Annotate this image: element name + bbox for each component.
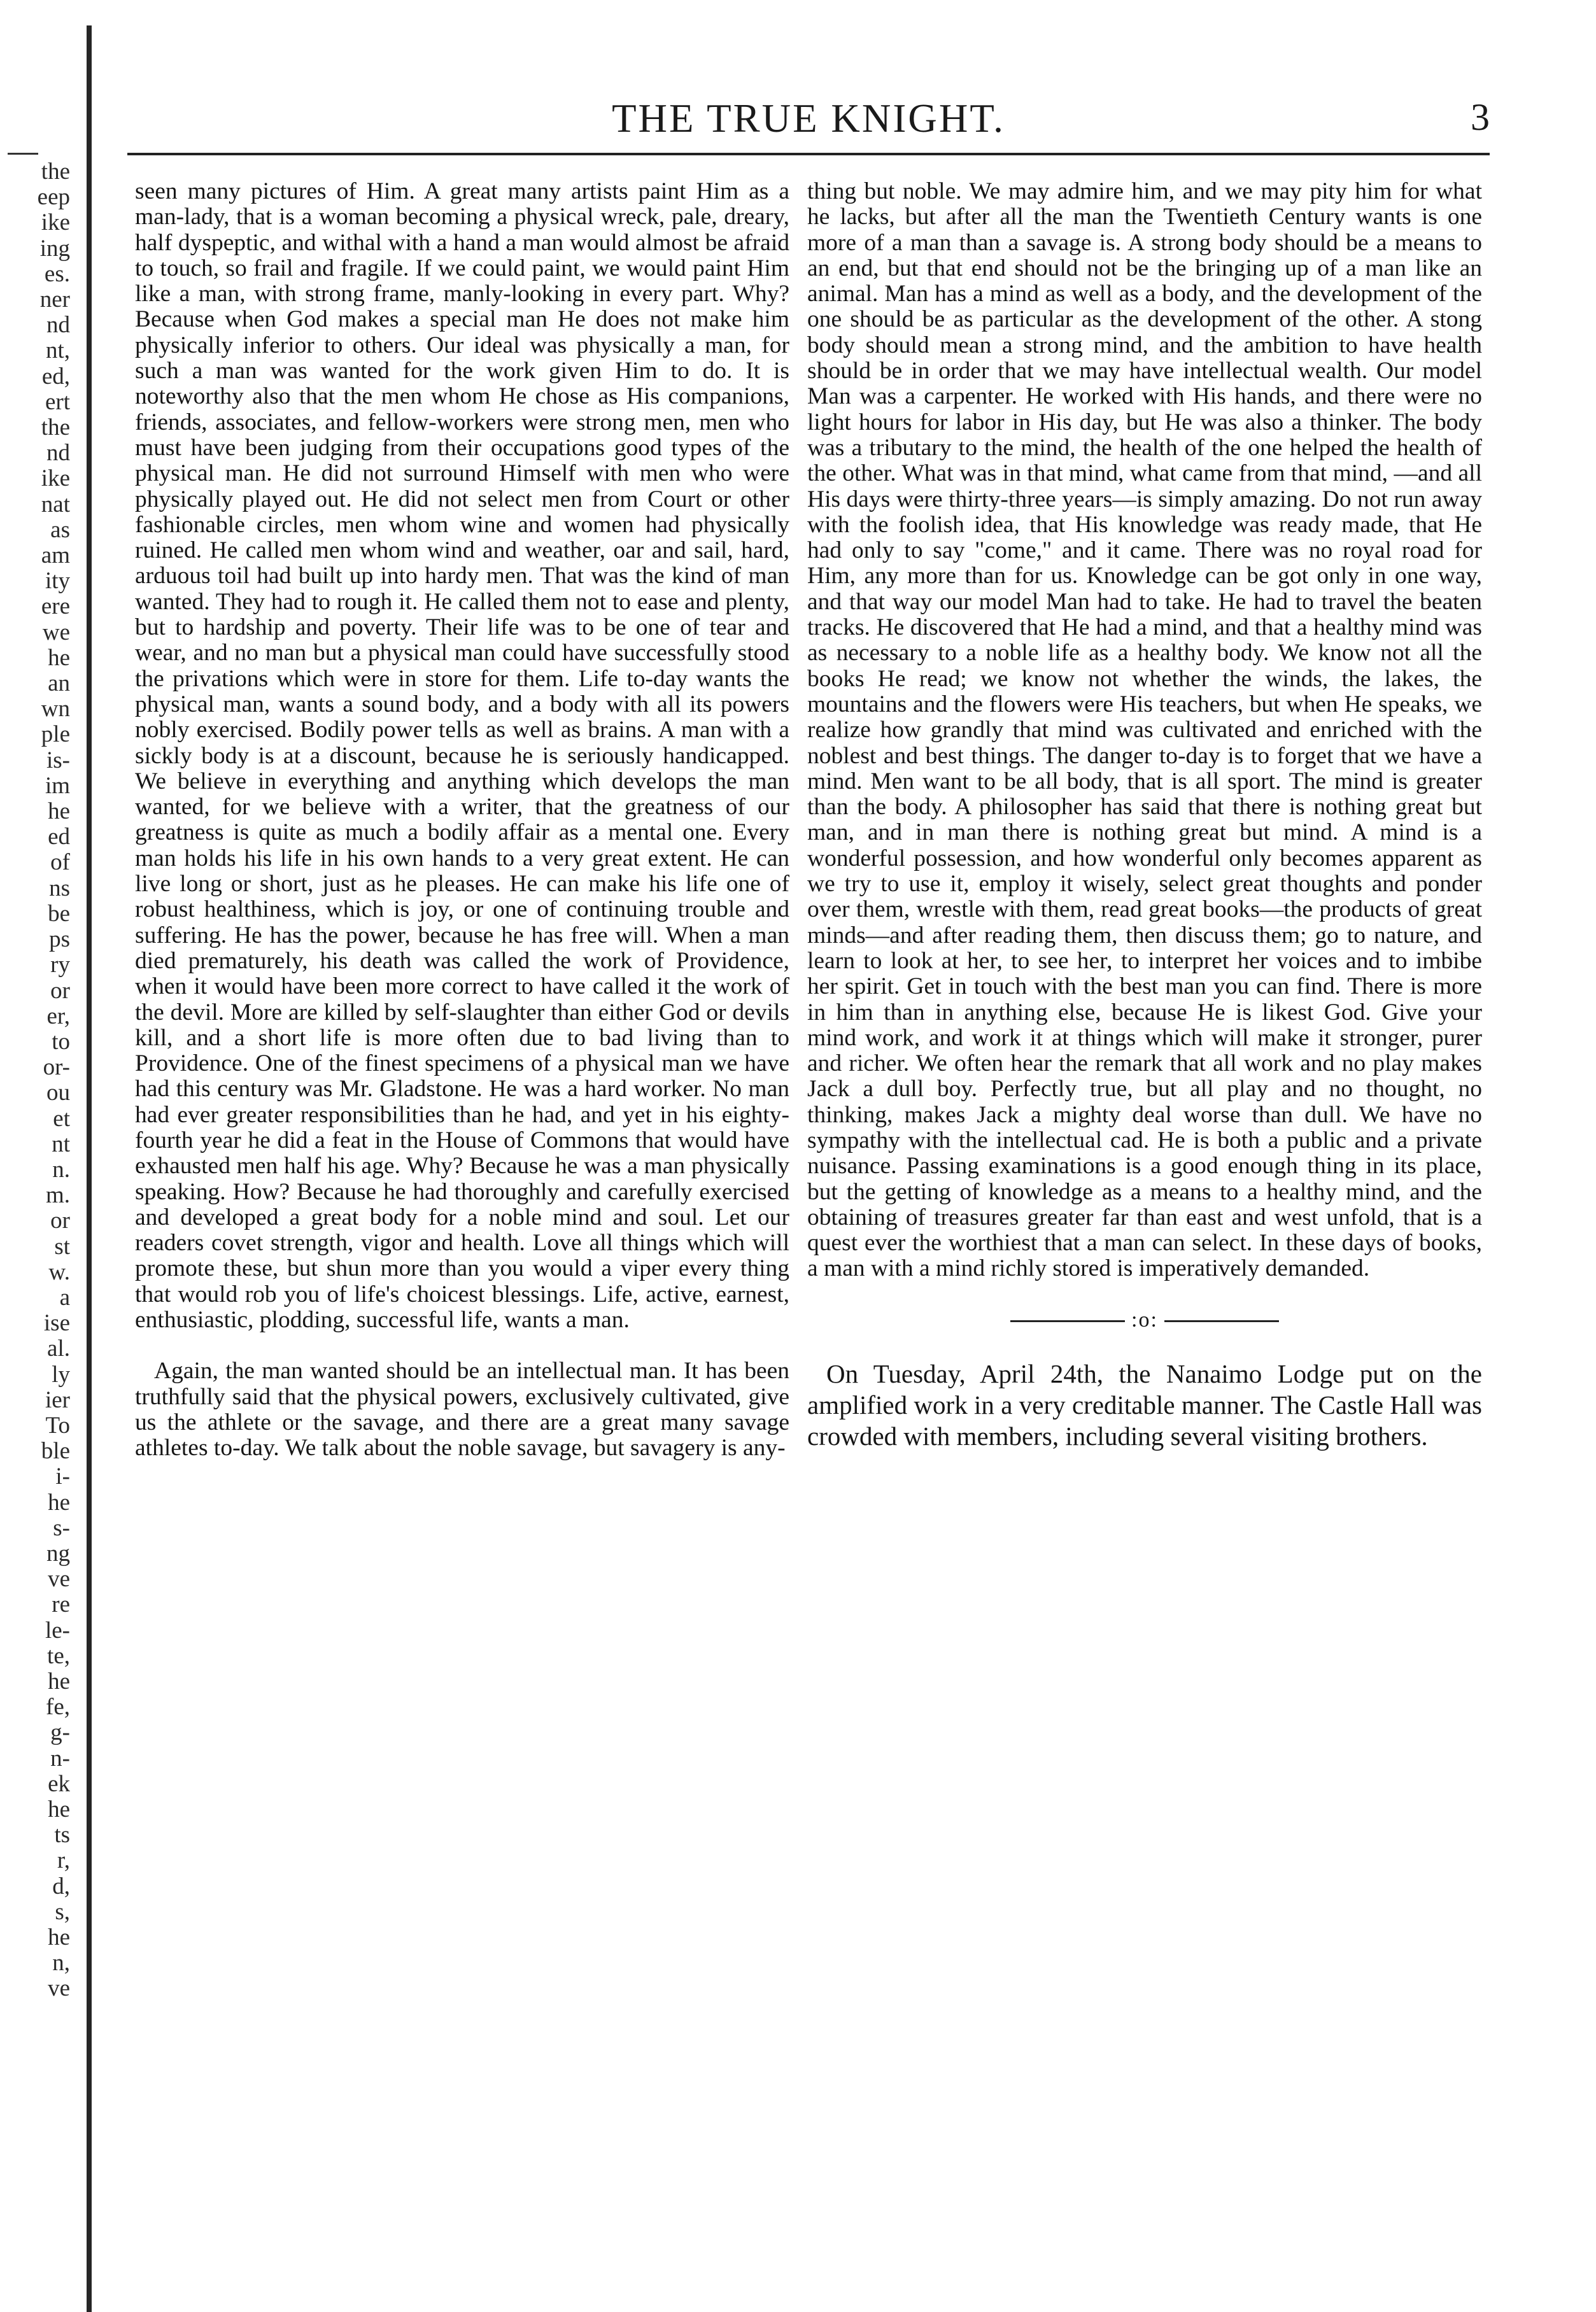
article-paragraph: Again, the man wanted should be an intellectual man. It has been truthfully said that the physical powers, exclusively cultivated, give us the athlete or the savage, and there are a great many savage athletes to-day. We talk about the noble savage, but savagery is any- <box>135 1358 789 1462</box>
margin-fragment: nt, <box>45 338 70 364</box>
section-separator <box>807 1308 1482 1333</box>
margin-fragment: ry <box>50 952 70 978</box>
margin-fragment: to <box>52 1029 70 1055</box>
margin-fragment: ps <box>49 927 70 953</box>
header-rule <box>127 153 1490 155</box>
facing-page-margin-fragments <box>0 159 70 2002</box>
margin-fragment: nd <box>46 313 70 339</box>
running-title: THE TRUE KNIGHT. <box>612 96 1005 141</box>
margin-fragment: am <box>41 543 70 569</box>
margin-fragment: ise <box>43 1311 70 1337</box>
margin-fragment: s- <box>53 1515 70 1541</box>
margin-fragment: To <box>45 1413 70 1439</box>
margin-fragment: eep <box>37 185 70 211</box>
margin-fragment: he <box>48 1925 70 1951</box>
margin-fragment: es. <box>44 261 70 287</box>
margin-fragment: we <box>42 619 70 645</box>
margin-fragment: he <box>48 1490 70 1516</box>
margin-fragment: ere <box>41 594 70 620</box>
margin-fragment: g- <box>50 1720 70 1746</box>
margin-fragment: ed, <box>41 363 70 390</box>
margin-fragment: he <box>48 1668 70 1695</box>
margin-fragment: a <box>59 1285 70 1311</box>
margin-fragment: ier <box>45 1387 70 1413</box>
margin-fragment: as <box>50 517 70 543</box>
margin-rule <box>8 153 38 155</box>
margin-fragment: ve <box>48 1976 70 2002</box>
margin-fragment: ou <box>46 1080 70 1106</box>
margin-fragment: d, <box>52 1873 70 1900</box>
margin-fragment: or <box>50 1208 70 1234</box>
right-column <box>807 179 1482 1452</box>
margin-fragment: r, <box>57 1848 70 1874</box>
margin-fragment: ve <box>48 1567 70 1593</box>
margin-fragment: ek <box>48 1771 70 1797</box>
margin-fragment: ert <box>45 389 70 415</box>
margin-fragment: nt <box>52 1131 70 1157</box>
margin-fragment: be <box>48 901 70 927</box>
margin-fragment: he <box>48 645 70 671</box>
margin-fragment: ble <box>41 1439 70 1465</box>
margin-fragment: n. <box>52 1157 70 1183</box>
margin-fragment: te, <box>47 1643 70 1669</box>
margin-fragment: al. <box>47 1336 70 1362</box>
margin-fragment: ed <box>48 824 70 850</box>
margin-fragment: s, <box>55 1899 70 1925</box>
margin-fragment: wn <box>41 696 70 722</box>
margin-fragment: st <box>54 1234 70 1260</box>
separator-rule-left <box>1010 1320 1125 1322</box>
margin-fragment: ner <box>39 287 70 313</box>
margin-fragment: ing <box>39 236 70 262</box>
binding-edge <box>87 25 92 2312</box>
margin-fragment: ple <box>41 722 70 748</box>
margin-fragment: an <box>48 671 70 697</box>
separator-mark: :o: <box>1131 1308 1158 1332</box>
page-number: 3 <box>1471 96 1490 138</box>
page-header <box>127 95 1490 146</box>
margin-fragment: er, <box>46 1003 70 1029</box>
margin-fragment: is- <box>46 747 70 773</box>
margin-fragment: le- <box>45 1618 70 1644</box>
separator-rule-right <box>1164 1320 1279 1322</box>
margin-fragment: n, <box>52 1950 70 1977</box>
article-paragraph: seen many pictures of Him. A great many artists paint Him as a man-lady, that is a woman becoming a physical wreck, pale, dreary, half dyspeptic, and withal with a hand a man would almost be afraid to touch, so frail and fragile. If we could paint, we would paint Him like a man, with strong frame, manly-looking in every part. Why? Because when God makes a special man He does not make him physically inferior to others. Our ideal was physically a man, for such a man was wanted for the work given Him to do. It is noteworthy also that the men whom He chose as His companions, friends, associates, and fellow-workers were strong men, men who must have been judging from their occupations good types of the physical man. He did not surround Himself with men who were physically played out. He did not select men from Court or other fashionable circles, men whom wine and women had physically ruined. He called men whom wind and weather, oar and sail, hard, arduous toil had built up into hardy men. That was the kind of man wanted. They had to rough it. He called them not to ease and plenty, but to hardship and poverty. Their life was to be one of tear and wear, and no man but a physical man could have successfully stood the privations which were in store for them. Life to-day wants the physical man, wants a sound body, and a body with all its powers nobly exercised. Bodily power tells as well as brains. A man with a sickly body is at a discount, because he is seriously handicapped. We believe in everything and anything which develops the man wanted, for we believe with a writer, that the greatness of our greatness is quite as much a bodily affair as a mental one. Every man holds his life in his own hands to a very great extent. He can live long or short, just as he pleases. He can make his life one of robust healthiness, which is joy, or one of continuing trouble and suffering. He has the power, because he has free will. When a man died prematurely, his death was called the work of Providence, when it would have been more correct to have called it the work of the devil. More are killed by self-slaughter than either God or devils kill, and a short life is more often due to bad living than to Providence. One of the finest specimens of a physical man we have had this century was Mr. Gladstone. He was a hard worker. No man had ever greater responsibilities than he had, and yet in his eighty-fourth year he did a feat in the House of Commons that would have exhausted men half his age. Why? Because he was a man physically speaking. How? Because he had thoroughly and carefully exercised and developed a great body for a noble mind and soul. Let our readers covet strength, vigor and health. Love all things which will promote these, but shun more than you would a viper every thing that would rob you of life's choicest blessings. Life, active, earnest, enthusiastic, plodding, successful life, wants a man. <box>135 178 789 1334</box>
margin-fragment: he <box>48 1797 70 1822</box>
margin-fragment: ike <box>41 210 70 236</box>
margin-fragment: et <box>53 1106 70 1132</box>
margin-fragment: ts <box>54 1822 70 1849</box>
margin-fragment: fe, <box>46 1695 70 1721</box>
margin-fragment: i- <box>55 1464 70 1490</box>
margin-fragment: ity <box>45 568 70 595</box>
margin-fragment: of <box>50 850 70 876</box>
article-paragraph: thing but noble. We may admire him, and we may pity him for what he lacks, but after all the man the Twentieth Century wants is one more of a man than a savage is. A strong body should be a means to an end, but that end should not be the bringing up of a man like an animal. Man has a mind as well as a body, and the development of the one should be as particular as the development of the other. A stong body should mean a strong mind, and the ambition to have health should be in order that we may have intellectual wealth. Our model Man was a carpenter. He worked with His hands, and there were no light hours for labor in His day, but He was also a thinker. The body was a tributary to the mind, the health of the one helped the health of the other. What was in that mind, what came from that mind, —and all His days were thirty-three years—is simply amazing. Do not run away with the foolish idea, that His knowledge was ready made, that He had only to say "come," and it came. There was no royal road for Him, any more than for us. Knowledge can be got only in one way, and that way our model Man had to take. He had to travel the beaten tracks. He discovered that He had a mind, and that a healthy mind was as necessary to a noble life as a healthy body. We know not all the books He read; we know not whether the winds, the lakes, the mountains and the flowers were His teachers, but when He speaks, we realize how grandly that mind was cultivated and enriched with the noblest and best things. The danger to-day is to forget that we have a mind. Men want to be all body, that is all sport. The mind is greater than the body. A philosopher has said that there is nothing great but man, and in man there is nothing great but mind. A mind is a wonderful possession, and how wonderful only becomes apparent as we try to use it, employ it wisely, select great thoughts and ponder over them, wrestle with them, read great books—the products of great minds—and after reading them, then discuss them; go to nature, and learn to look at her, to see her, to interpret her voices and to imbibe her spirit. Get in touch with the best man you can find. There is more in him than in anything else, because He is likest God. Give your mind work, and work it at things which will make it stronger, purer and richer. We often hear the remark that all work and no play makes Jack a dull boy. Perfectly true, but all play and no thought, no thinking, makes Jack a mighty deal worse than dull. We have no sympathy with the intellectual cad. He is both a public and a private nuisance. Passing examinations is a good enough thing in its place, but the getting of knowledge as a means to a healthy mind, and the obtaining of treasures greater far than east and west unfold, that is a quest ever the worthiest that a man can select. In these days of books, a man with a mind richly stored is imperatively demanded. <box>807 178 1482 1282</box>
margin-fragment: nd <box>46 441 70 467</box>
margin-fragment: w. <box>48 1259 70 1285</box>
lodge-news-item: On Tuesday, April 24th, the Nanaimo Lodge put on the amplified work in a very creditable manner. The Castle Hall was crowded with members, including several visiting brothers. <box>807 1359 1482 1451</box>
margin-fragment: im <box>45 773 70 799</box>
left-column <box>135 179 789 1462</box>
margin-fragment: re <box>52 1592 70 1618</box>
margin-fragment: the <box>41 159 70 185</box>
margin-fragment: ike <box>41 466 70 492</box>
margin-fragment: ly <box>52 1362 70 1388</box>
margin-fragment: the <box>41 415 70 441</box>
margin-fragment: nat <box>41 491 70 518</box>
margin-fragment: or <box>50 978 70 1004</box>
margin-fragment: ns <box>49 875 70 901</box>
margin-fragment: he <box>48 799 70 825</box>
margin-fragment: ng <box>46 1540 70 1567</box>
margin-fragment: or- <box>43 1055 70 1081</box>
margin-fragment: n- <box>50 1745 70 1772</box>
margin-fragment: m. <box>45 1183 70 1209</box>
